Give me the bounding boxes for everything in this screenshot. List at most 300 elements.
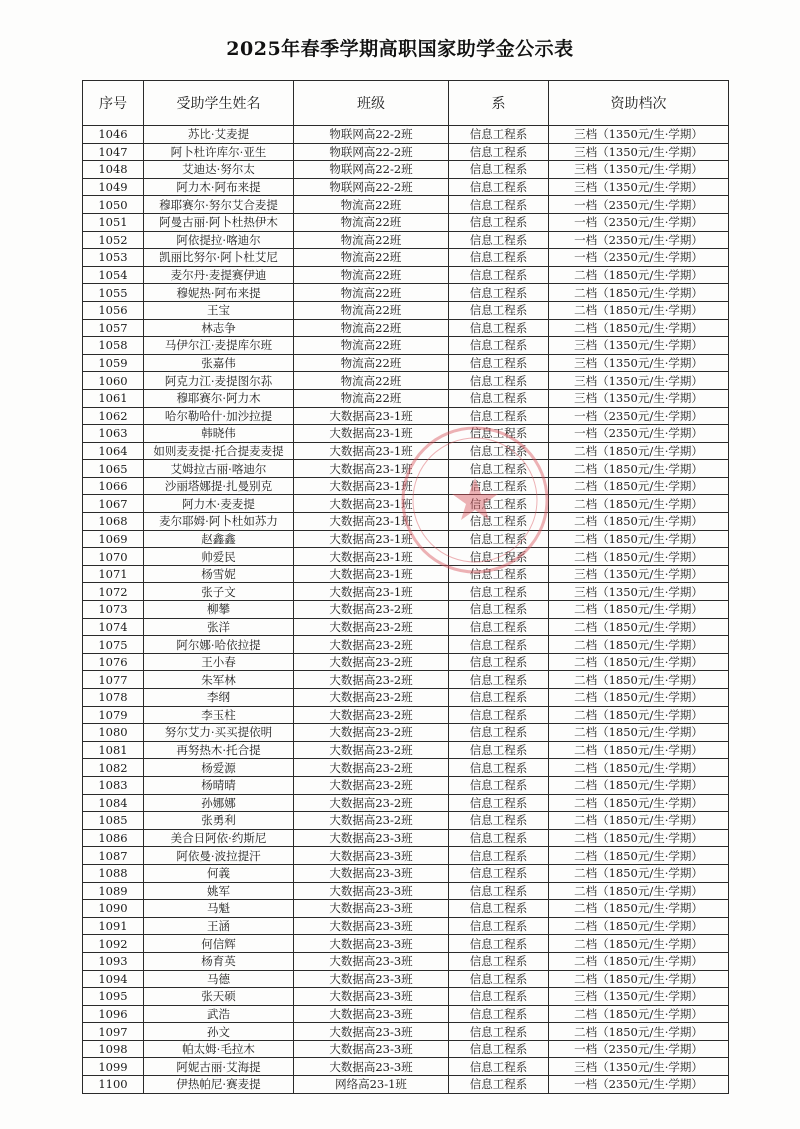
student-name: 张勇利 bbox=[144, 812, 294, 830]
row-index: 1066 bbox=[83, 477, 144, 495]
row-index: 1087 bbox=[83, 847, 144, 865]
row-index: 1083 bbox=[83, 776, 144, 794]
row-index: 1064 bbox=[83, 442, 144, 460]
row-index: 1051 bbox=[83, 213, 144, 231]
student-name: 阿曼古丽·阿卜杜热伊木 bbox=[144, 213, 294, 231]
aid-level: 二档（1850元/生·学期） bbox=[549, 284, 729, 302]
aid-level: 二档（1850元/生·学期） bbox=[549, 952, 729, 970]
table-row bbox=[83, 706, 729, 724]
class-name: 大数据高23-2班 bbox=[294, 653, 449, 671]
class-name: 物流高22班 bbox=[294, 301, 449, 319]
department: 信息工程系 bbox=[449, 301, 549, 319]
department: 信息工程系 bbox=[449, 952, 549, 970]
table-row bbox=[83, 741, 729, 759]
header-class: 班级 bbox=[294, 81, 449, 126]
student-name: 孙文 bbox=[144, 1023, 294, 1041]
class-name: 大数据高23-3班 bbox=[294, 882, 449, 900]
row-index: 1075 bbox=[83, 636, 144, 654]
student-name: 麦尔丹·麦提赛伊迪 bbox=[144, 266, 294, 284]
class-name: 大数据高23-3班 bbox=[294, 1005, 449, 1023]
department: 信息工程系 bbox=[449, 583, 549, 601]
department: 信息工程系 bbox=[449, 900, 549, 918]
class-name: 物流高22班 bbox=[294, 266, 449, 284]
class-name: 大数据高23-3班 bbox=[294, 988, 449, 1006]
header-department: 系 bbox=[449, 81, 549, 126]
table-row bbox=[83, 759, 729, 777]
table-row bbox=[83, 231, 729, 249]
table-row bbox=[83, 636, 729, 654]
aid-level: 二档（1850元/生·学期） bbox=[549, 513, 729, 531]
row-index: 1099 bbox=[83, 1058, 144, 1076]
class-name: 大数据高23-3班 bbox=[294, 864, 449, 882]
row-index: 1081 bbox=[83, 741, 144, 759]
aid-level: 二档（1850元/生·学期） bbox=[549, 266, 729, 284]
row-index: 1073 bbox=[83, 601, 144, 619]
row-index: 1061 bbox=[83, 389, 144, 407]
department: 信息工程系 bbox=[449, 988, 549, 1006]
department: 信息工程系 bbox=[449, 196, 549, 214]
department: 信息工程系 bbox=[449, 653, 549, 671]
aid-level: 三档（1350元/生·学期） bbox=[549, 389, 729, 407]
document-title: 2025年春季学期高职国家助学金公示表 bbox=[226, 38, 574, 60]
aid-level: 一档（2350元/生·学期） bbox=[549, 407, 729, 425]
aid-level: 二档（1850元/生·学期） bbox=[549, 759, 729, 777]
department: 信息工程系 bbox=[449, 284, 549, 302]
class-name: 大数据高23-2班 bbox=[294, 741, 449, 759]
table-row bbox=[83, 565, 729, 583]
class-name: 网络高23-1班 bbox=[294, 1076, 449, 1094]
student-name: 张天硕 bbox=[144, 988, 294, 1006]
table-row bbox=[83, 442, 729, 460]
department: 信息工程系 bbox=[449, 741, 549, 759]
aid-level: 二档（1850元/生·学期） bbox=[549, 864, 729, 882]
student-name: 杨爱源 bbox=[144, 759, 294, 777]
student-name: 阿尔娜·哈依拉提 bbox=[144, 636, 294, 654]
aid-level: 二档（1850元/生·学期） bbox=[549, 477, 729, 495]
department: 信息工程系 bbox=[449, 1076, 549, 1094]
row-index: 1080 bbox=[83, 724, 144, 742]
student-name: 穆耶赛尔·阿力木 bbox=[144, 389, 294, 407]
aid-level: 二档（1850元/生·学期） bbox=[549, 917, 729, 935]
table-row bbox=[83, 653, 729, 671]
row-index: 1089 bbox=[83, 882, 144, 900]
student-name: 张子文 bbox=[144, 583, 294, 601]
student-name: 阿克力江·麦提图尔荪 bbox=[144, 372, 294, 390]
table-row bbox=[83, 724, 729, 742]
aid-level: 二档（1850元/生·学期） bbox=[549, 882, 729, 900]
department: 信息工程系 bbox=[449, 442, 549, 460]
department: 信息工程系 bbox=[449, 812, 549, 830]
row-index: 1097 bbox=[83, 1023, 144, 1041]
student-name: 杨雪妮 bbox=[144, 565, 294, 583]
table-row bbox=[83, 900, 729, 918]
aid-level: 一档（2350元/生·学期） bbox=[549, 196, 729, 214]
table-row bbox=[83, 671, 729, 689]
table-row bbox=[83, 812, 729, 830]
class-name: 物流高22班 bbox=[294, 213, 449, 231]
aid-level: 二档（1850元/生·学期） bbox=[549, 319, 729, 337]
class-name: 大数据高23-2班 bbox=[294, 812, 449, 830]
student-name: 阿依曼·波拉提汗 bbox=[144, 847, 294, 865]
student-name: 美合日阿依·约斯尼 bbox=[144, 829, 294, 847]
table-row bbox=[83, 143, 729, 161]
class-name: 物流高22班 bbox=[294, 372, 449, 390]
department: 信息工程系 bbox=[449, 161, 549, 179]
table-row bbox=[83, 319, 729, 337]
aid-level: 二档（1850元/生·学期） bbox=[549, 495, 729, 513]
department: 信息工程系 bbox=[449, 829, 549, 847]
row-index: 1088 bbox=[83, 864, 144, 882]
student-name: 李纲 bbox=[144, 689, 294, 707]
row-index: 1074 bbox=[83, 618, 144, 636]
table-row bbox=[83, 1023, 729, 1041]
row-index: 1072 bbox=[83, 583, 144, 601]
table-row bbox=[83, 583, 729, 601]
department: 信息工程系 bbox=[449, 266, 549, 284]
student-name: 穆耶赛尔·努尔艾合麦提 bbox=[144, 196, 294, 214]
student-name: 张嘉伟 bbox=[144, 354, 294, 372]
row-index: 1098 bbox=[83, 1040, 144, 1058]
class-name: 大数据高23-1班 bbox=[294, 442, 449, 460]
aid-level: 三档（1350元/生·学期） bbox=[549, 337, 729, 355]
department: 信息工程系 bbox=[449, 143, 549, 161]
department: 信息工程系 bbox=[449, 319, 549, 337]
class-name: 大数据高23-2班 bbox=[294, 706, 449, 724]
table-row bbox=[83, 970, 729, 988]
table-row bbox=[83, 988, 729, 1006]
department: 信息工程系 bbox=[449, 513, 549, 531]
class-name: 大数据高23-1班 bbox=[294, 565, 449, 583]
student-name: 苏比·艾麦提 bbox=[144, 126, 294, 144]
student-name: 帕太姆·毛拉木 bbox=[144, 1040, 294, 1058]
table-row bbox=[83, 864, 729, 882]
aid-level: 二档（1850元/生·学期） bbox=[549, 636, 729, 654]
class-name: 大数据高23-3班 bbox=[294, 829, 449, 847]
row-index: 1063 bbox=[83, 425, 144, 443]
row-index: 1069 bbox=[83, 530, 144, 548]
department: 信息工程系 bbox=[449, 460, 549, 478]
row-index: 1058 bbox=[83, 337, 144, 355]
aid-table bbox=[82, 80, 729, 1094]
aid-level: 二档（1850元/生·学期） bbox=[549, 460, 729, 478]
department: 信息工程系 bbox=[449, 847, 549, 865]
department: 信息工程系 bbox=[449, 407, 549, 425]
aid-level: 二档（1850元/生·学期） bbox=[549, 776, 729, 794]
department: 信息工程系 bbox=[449, 213, 549, 231]
class-name: 大数据高23-3班 bbox=[294, 1023, 449, 1041]
table-row bbox=[83, 689, 729, 707]
department: 信息工程系 bbox=[449, 706, 549, 724]
header-student-name: 受助学生姓名 bbox=[144, 81, 294, 126]
table-row bbox=[83, 407, 729, 425]
class-name: 物联网高22-2班 bbox=[294, 161, 449, 179]
student-name: 马德 bbox=[144, 970, 294, 988]
aid-level: 一档（2350元/生·学期） bbox=[549, 213, 729, 231]
student-name: 穆妮热·阿布来提 bbox=[144, 284, 294, 302]
class-name: 大数据高23-3班 bbox=[294, 1058, 449, 1076]
row-index: 1055 bbox=[83, 284, 144, 302]
aid-level: 二档（1850元/生·学期） bbox=[549, 829, 729, 847]
department: 信息工程系 bbox=[449, 864, 549, 882]
student-name: 沙丽塔娜提·扎曼别克 bbox=[144, 477, 294, 495]
row-index: 1085 bbox=[83, 812, 144, 830]
table-row bbox=[83, 284, 729, 302]
aid-level: 二档（1850元/生·学期） bbox=[549, 301, 729, 319]
student-name: 武浩 bbox=[144, 1005, 294, 1023]
table-row bbox=[83, 425, 729, 443]
department: 信息工程系 bbox=[449, 935, 549, 953]
student-name: 伊热帕尼·赛麦提 bbox=[144, 1076, 294, 1094]
table-body bbox=[83, 126, 729, 1094]
aid-level: 三档（1350元/生·学期） bbox=[549, 354, 729, 372]
department: 信息工程系 bbox=[449, 495, 549, 513]
student-name: 朱军林 bbox=[144, 671, 294, 689]
row-index: 1067 bbox=[83, 495, 144, 513]
department: 信息工程系 bbox=[449, 178, 549, 196]
row-index: 1057 bbox=[83, 319, 144, 337]
row-index: 1086 bbox=[83, 829, 144, 847]
class-name: 大数据高23-1班 bbox=[294, 477, 449, 495]
table-row bbox=[83, 952, 729, 970]
row-index: 1096 bbox=[83, 1005, 144, 1023]
aid-level: 二档（1850元/生·学期） bbox=[549, 601, 729, 619]
table-row bbox=[83, 266, 729, 284]
class-name: 物流高22班 bbox=[294, 337, 449, 355]
class-name: 大数据高23-3班 bbox=[294, 935, 449, 953]
department: 信息工程系 bbox=[449, 882, 549, 900]
row-index: 1049 bbox=[83, 178, 144, 196]
class-name: 物流高22班 bbox=[294, 284, 449, 302]
table-row bbox=[83, 161, 729, 179]
aid-level: 二档（1850元/生·学期） bbox=[549, 900, 729, 918]
table-row bbox=[83, 126, 729, 144]
aid-level: 三档（1350元/生·学期） bbox=[549, 988, 729, 1006]
department: 信息工程系 bbox=[449, 126, 549, 144]
class-name: 大数据高23-1班 bbox=[294, 583, 449, 601]
department: 信息工程系 bbox=[449, 636, 549, 654]
table-row bbox=[83, 794, 729, 812]
student-name: 王小春 bbox=[144, 653, 294, 671]
class-name: 物流高22班 bbox=[294, 231, 449, 249]
class-name: 大数据高23-2班 bbox=[294, 724, 449, 742]
row-index: 1065 bbox=[83, 460, 144, 478]
table-row bbox=[83, 1058, 729, 1076]
class-name: 大数据高23-2班 bbox=[294, 759, 449, 777]
student-name: 阿妮古丽·艾海提 bbox=[144, 1058, 294, 1076]
row-index: 1052 bbox=[83, 231, 144, 249]
aid-level: 三档（1350元/生·学期） bbox=[549, 161, 729, 179]
student-name: 王涵 bbox=[144, 917, 294, 935]
table-row bbox=[83, 337, 729, 355]
student-name: 李玉柱 bbox=[144, 706, 294, 724]
aid-level: 二档（1850元/生·学期） bbox=[549, 548, 729, 566]
table-row bbox=[83, 372, 729, 390]
aid-level: 三档（1350元/生·学期） bbox=[549, 372, 729, 390]
class-name: 物流高22班 bbox=[294, 249, 449, 267]
student-name: 何信辉 bbox=[144, 935, 294, 953]
class-name: 物联网高22-2班 bbox=[294, 126, 449, 144]
aid-level: 二档（1850元/生·学期） bbox=[549, 530, 729, 548]
class-name: 大数据高23-2班 bbox=[294, 601, 449, 619]
department: 信息工程系 bbox=[449, 601, 549, 619]
row-index: 1100 bbox=[83, 1076, 144, 1094]
department: 信息工程系 bbox=[449, 671, 549, 689]
aid-level: 二档（1850元/生·学期） bbox=[549, 442, 729, 460]
student-name: 赵鑫鑫 bbox=[144, 530, 294, 548]
aid-level: 三档（1350元/生·学期） bbox=[549, 143, 729, 161]
student-name: 阿力木·麦麦提 bbox=[144, 495, 294, 513]
table-row bbox=[83, 196, 729, 214]
student-name: 杨育英 bbox=[144, 952, 294, 970]
table-row bbox=[83, 513, 729, 531]
department: 信息工程系 bbox=[449, 1058, 549, 1076]
class-name: 大数据高23-1班 bbox=[294, 407, 449, 425]
student-name: 马魁 bbox=[144, 900, 294, 918]
department: 信息工程系 bbox=[449, 794, 549, 812]
class-name: 大数据高23-1班 bbox=[294, 548, 449, 566]
department: 信息工程系 bbox=[449, 618, 549, 636]
row-index: 1094 bbox=[83, 970, 144, 988]
department: 信息工程系 bbox=[449, 724, 549, 742]
table-row bbox=[83, 460, 729, 478]
row-index: 1054 bbox=[83, 266, 144, 284]
department: 信息工程系 bbox=[449, 1040, 549, 1058]
department: 信息工程系 bbox=[449, 970, 549, 988]
table-row bbox=[83, 178, 729, 196]
row-index: 1046 bbox=[83, 126, 144, 144]
aid-level: 一档（2350元/生·学期） bbox=[549, 231, 729, 249]
student-name: 孙娜娜 bbox=[144, 794, 294, 812]
table-row bbox=[83, 847, 729, 865]
student-name: 何義 bbox=[144, 864, 294, 882]
class-name: 大数据高23-1班 bbox=[294, 513, 449, 531]
row-index: 1090 bbox=[83, 900, 144, 918]
row-index: 1079 bbox=[83, 706, 144, 724]
class-name: 大数据高23-3班 bbox=[294, 847, 449, 865]
department: 信息工程系 bbox=[449, 1005, 549, 1023]
class-name: 大数据高23-1班 bbox=[294, 425, 449, 443]
aid-level: 二档（1850元/生·学期） bbox=[549, 689, 729, 707]
row-index: 1093 bbox=[83, 952, 144, 970]
department: 信息工程系 bbox=[449, 249, 549, 267]
table-row bbox=[83, 495, 729, 513]
aid-level: 二档（1850元/生·学期） bbox=[549, 1023, 729, 1041]
class-name: 大数据高23-3班 bbox=[294, 900, 449, 918]
student-name: 柳攀 bbox=[144, 601, 294, 619]
table-row bbox=[83, 354, 729, 372]
student-name: 凯丽比努尔·阿卜杜艾尼 bbox=[144, 249, 294, 267]
aid-level: 一档（2350元/生·学期） bbox=[549, 425, 729, 443]
class-name: 物流高22班 bbox=[294, 354, 449, 372]
row-index: 1077 bbox=[83, 671, 144, 689]
aid-level: 二档（1850元/生·学期） bbox=[549, 1005, 729, 1023]
aid-level: 二档（1850元/生·学期） bbox=[549, 847, 729, 865]
department: 信息工程系 bbox=[449, 689, 549, 707]
student-name: 马伊尔江·麦提库尔班 bbox=[144, 337, 294, 355]
table-row bbox=[83, 1040, 729, 1058]
aid-level: 一档（2350元/生·学期） bbox=[549, 1040, 729, 1058]
class-name: 大数据高23-1班 bbox=[294, 495, 449, 513]
header-index: 序号 bbox=[83, 81, 144, 126]
row-index: 1076 bbox=[83, 653, 144, 671]
aid-level: 二档（1850元/生·学期） bbox=[549, 671, 729, 689]
aid-level: 一档（2350元/生·学期） bbox=[549, 1076, 729, 1094]
department: 信息工程系 bbox=[449, 759, 549, 777]
student-name: 王宝 bbox=[144, 301, 294, 319]
class-name: 大数据高23-3班 bbox=[294, 1040, 449, 1058]
class-name: 大数据高23-1班 bbox=[294, 460, 449, 478]
department: 信息工程系 bbox=[449, 337, 549, 355]
class-name: 大数据高23-2班 bbox=[294, 794, 449, 812]
row-index: 1068 bbox=[83, 513, 144, 531]
aid-level: 二档（1850元/生·学期） bbox=[549, 653, 729, 671]
table-row bbox=[83, 882, 729, 900]
department: 信息工程系 bbox=[449, 389, 549, 407]
aid-level: 三档（1350元/生·学期） bbox=[549, 178, 729, 196]
row-index: 1082 bbox=[83, 759, 144, 777]
student-name: 韩晓伟 bbox=[144, 425, 294, 443]
department: 信息工程系 bbox=[449, 776, 549, 794]
aid-level: 二档（1850元/生·学期） bbox=[549, 741, 729, 759]
table-row bbox=[83, 249, 729, 267]
department: 信息工程系 bbox=[449, 1023, 549, 1041]
table-row bbox=[83, 829, 729, 847]
student-name: 姚军 bbox=[144, 882, 294, 900]
student-name: 阿卜杜许库尔·亚生 bbox=[144, 143, 294, 161]
class-name: 物联网高22-2班 bbox=[294, 143, 449, 161]
class-name: 大数据高23-3班 bbox=[294, 952, 449, 970]
row-index: 1062 bbox=[83, 407, 144, 425]
department: 信息工程系 bbox=[449, 354, 549, 372]
student-name: 杨晴晴 bbox=[144, 776, 294, 794]
aid-level: 三档（1350元/生·学期） bbox=[549, 1058, 729, 1076]
aid-level: 二档（1850元/生·学期） bbox=[549, 812, 729, 830]
table-row bbox=[83, 548, 729, 566]
department: 信息工程系 bbox=[449, 530, 549, 548]
table-header-row bbox=[83, 81, 729, 126]
aid-level: 二档（1850元/生·学期） bbox=[549, 724, 729, 742]
student-name: 艾迪达·努尔太 bbox=[144, 161, 294, 179]
student-name: 哈尔勒哈什·加沙拉提 bbox=[144, 407, 294, 425]
table-row bbox=[83, 213, 729, 231]
class-name: 大数据高23-2班 bbox=[294, 671, 449, 689]
student-name: 再努热木·托合提 bbox=[144, 741, 294, 759]
table-row bbox=[83, 477, 729, 495]
row-index: 1053 bbox=[83, 249, 144, 267]
aid-level: 二档（1850元/生·学期） bbox=[549, 794, 729, 812]
student-name: 帅爱民 bbox=[144, 548, 294, 566]
department: 信息工程系 bbox=[449, 477, 549, 495]
row-index: 1056 bbox=[83, 301, 144, 319]
table-row bbox=[83, 601, 729, 619]
row-index: 1071 bbox=[83, 565, 144, 583]
student-name: 努尔艾力·买买提依明 bbox=[144, 724, 294, 742]
student-name: 艾姆拉古丽·喀迪尔 bbox=[144, 460, 294, 478]
row-index: 1047 bbox=[83, 143, 144, 161]
department: 信息工程系 bbox=[449, 565, 549, 583]
table-row bbox=[83, 1076, 729, 1094]
row-index: 1048 bbox=[83, 161, 144, 179]
aid-level: 二档（1850元/生·学期） bbox=[549, 935, 729, 953]
department: 信息工程系 bbox=[449, 548, 549, 566]
class-name: 物流高22班 bbox=[294, 196, 449, 214]
class-name: 大数据高23-2班 bbox=[294, 618, 449, 636]
aid-level: 二档（1850元/生·学期） bbox=[549, 618, 729, 636]
row-index: 1078 bbox=[83, 689, 144, 707]
aid-level: 三档（1350元/生·学期） bbox=[549, 126, 729, 144]
table-row bbox=[83, 301, 729, 319]
aid-level: 三档（1350元/生·学期） bbox=[549, 583, 729, 601]
